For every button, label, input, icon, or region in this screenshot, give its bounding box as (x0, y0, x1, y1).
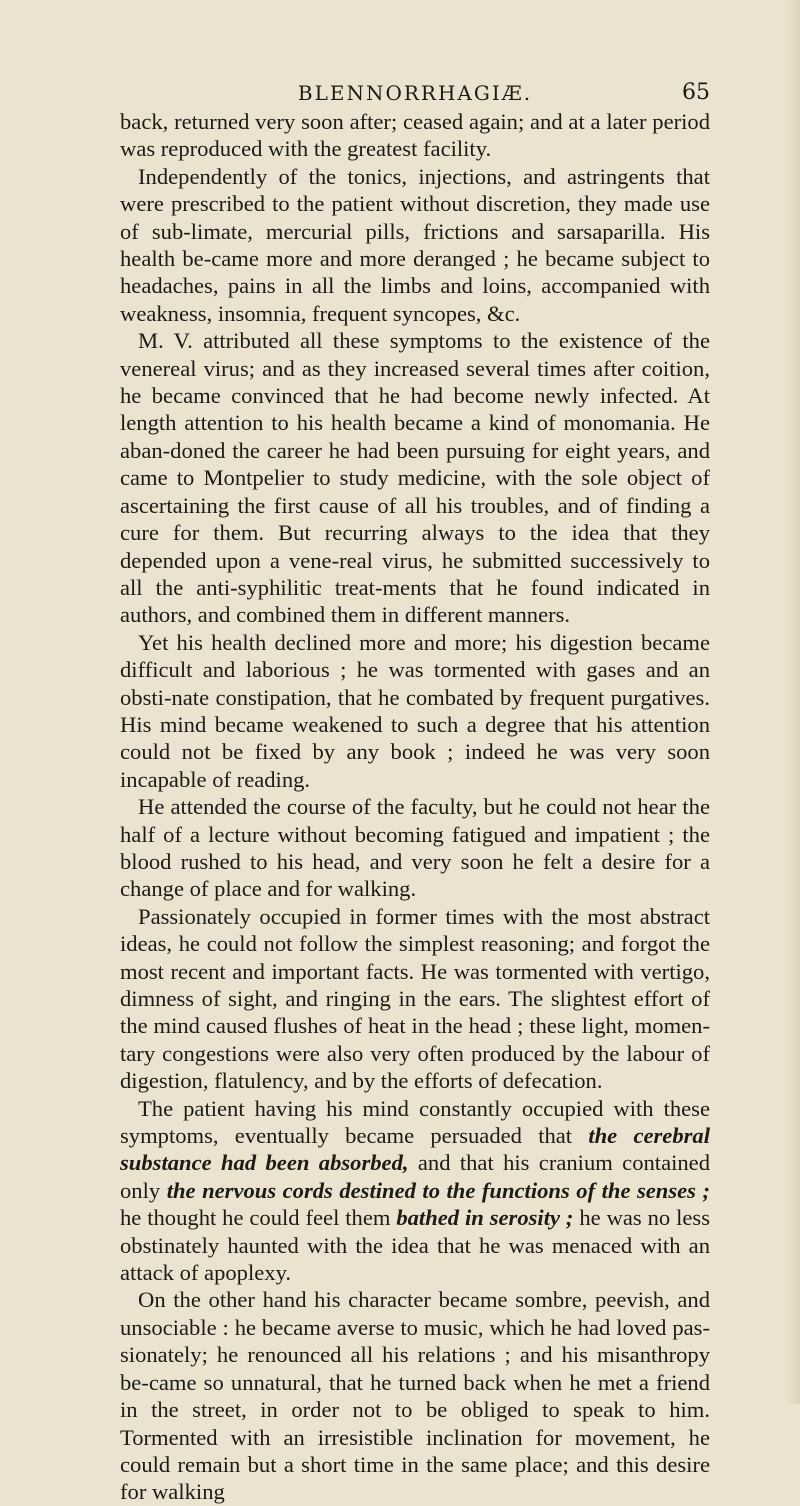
body-text (120, 108, 710, 1506)
paragraph-7-text-d: he was no less obstinately haunted with the idea that he was menaced with an attack of apoplexy. (120, 1205, 711, 1286)
italic-phrase-nervous-cords: the nervous cords destined to the functions of the senses ; (166, 1177, 711, 1203)
paragraph-8: On the other hand his character became sombre, peevish, and unsociable : he became averse to music, which he had loved pas-sionately; he renounced all his relations ; and his misanthropy be-came so unnatural, that he turned back when he met a friend in the street, in order not to be obliged to speak to him. Tormented with an irresistible inclination for movement, he could remain but a short time in the same place; and this desire for walking (120, 1287, 710, 1505)
paragraph-1: back, returned very soon after; ceased again; and at a later period was reproduced with the greatest facility. (120, 109, 710, 162)
paragraph-6: Passionately occupied in former times with the most abstract ideas, he could not follow the simplest reasoning; and forgot the most recent and important facts. He was tormented with vertigo, dimness of sight, and ringing in the ears. The slightest effort of the mind caused flushes of heat in the head ; these light, momen-tary congestions were also very often produced by the labour of digestion, flatulency, and by the efforts of defecation. (120, 903, 710, 1094)
running-head: BLENNORRHAGIÆ. (297, 81, 533, 105)
paragraph-7-text-c: he thought he could feel them (120, 1205, 397, 1231)
paragraph-4: Yet his health declined more and more; his digestion became difficult and laborious ; he was tormented with gases and an obsti-nate constipation, that he combated by frequent purgatives. His mind became weakened to such a degree that his attention could not be fixed by any book ; indeed he was very soon incapable of reading. (120, 629, 710, 792)
italic-phrase-cerebral-substance: the cerebral substance had been absorbed, (120, 1123, 711, 1176)
italic-phrase-bathed-in-serosity: bathed in serosity ; (396, 1205, 574, 1231)
paragraph-5: He attended the course of the faculty, but he could not hear the half of a lecture without becoming fatigued and impatient ; the blood rushed to his head, and very soon he felt a desire for a change of place and for walking. (120, 794, 710, 902)
paragraph-2: Independently of the tonics, injections, and astringents that were prescribed to the patient without discretion, they made use of sub-limate, mercurial pills, frictions and sarsaparilla. His health be-came more and more deranged ; he became subject to headaches, pains in all the limbs and loins, accompanied with weakness, insomnia, frequent syncopes, &c. (120, 163, 710, 326)
page-header (120, 78, 710, 108)
paragraph-7-text-a: The patient having his mind constantly occupied with these symptoms, eventually became persuaded that (120, 1095, 710, 1149)
page-edge (786, 0, 800, 1404)
paragraph-3: M. V. attributed all these symptoms to the existence of the venereal virus; and as they increased several times after coition, he became convinced that he had become newly infected. At length attention to his health became a kind of monomania. He aban-doned the career he had been pursuing for eight years, and came to Montpelier to study medicine, with the sole object of ascertaining the first cause of all his troubles, and of finding a cure for them. But recurring always to the idea that they depended upon a vene-real virus, he submitted successively to all the anti-syphilitic treat-ments that he found indicated in authors, and combined them in different manners. (120, 328, 710, 628)
paragraph-7-text-b: and that his cranium contained only (120, 1150, 710, 1203)
page-number: 65 (682, 80, 710, 105)
paragraph-7 (120, 1095, 710, 1287)
